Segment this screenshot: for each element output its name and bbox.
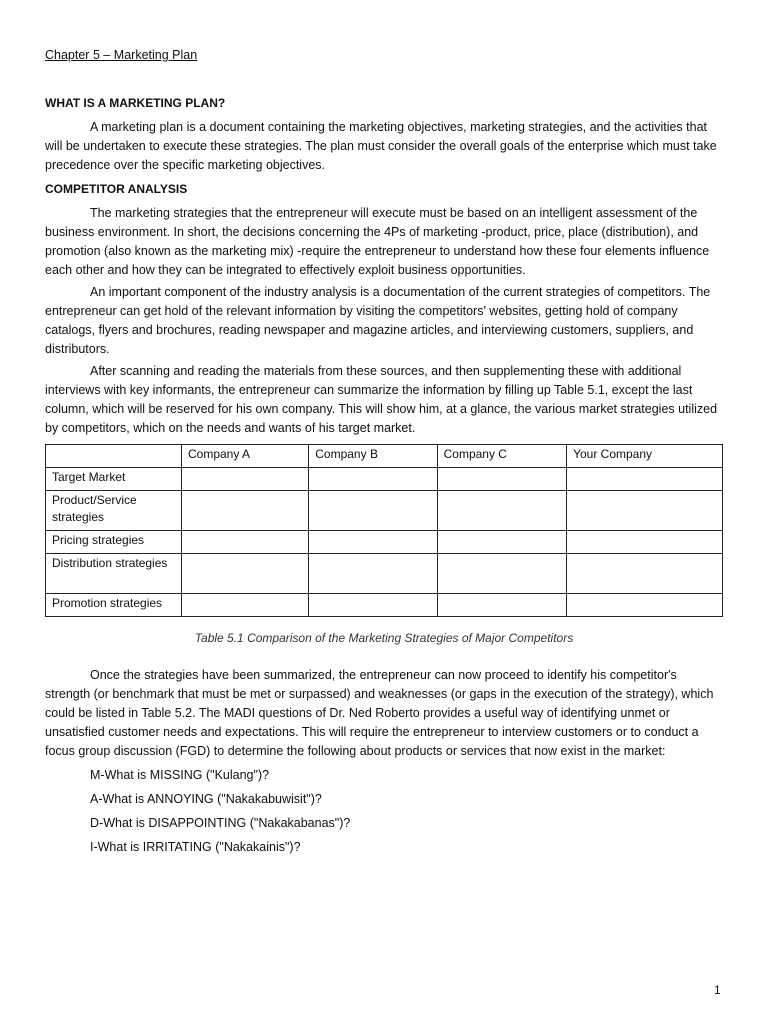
paragraph-text: The marketing strategies that the entrepreneur will execute must be based on an intelligent assessment of the business environment. In short, the decisions concerning the 4Ps of marketing -product, price, place (distribution), and promotion (also known as the marketing mix) -require the entrepreneur to understand how these four elements influence each other and how they can be integrated to effectively exploit business opportunities. xyxy=(45,206,710,277)
paragraph-marketing-plan xyxy=(45,118,723,175)
paragraph-4ps xyxy=(45,204,723,280)
table-caption: Table 5.1 Comparison of the Marketing Strategies of Major Competitors xyxy=(194,631,574,645)
table-cell xyxy=(309,531,437,554)
table-cell xyxy=(309,468,437,491)
row-label: Pricing strategies xyxy=(46,531,182,554)
paragraph-text: A marketing plan is a document containing the marketing objectives, marketing strategies, and the activities that will be undertaken to execute these strategies. The plan must consider the overall goals of the enterprise which must take precedence over the specific marketing objectives. xyxy=(45,120,717,172)
chapter-title: Chapter 5 – Marketing Plan xyxy=(45,48,198,62)
table-cell xyxy=(567,491,723,531)
table-cell xyxy=(567,468,723,491)
table-cell xyxy=(567,554,723,594)
table-row xyxy=(46,491,723,531)
table-cell xyxy=(309,554,437,594)
table-cell xyxy=(567,531,723,554)
table-row xyxy=(46,531,723,554)
table-cell xyxy=(182,531,309,554)
table-row xyxy=(46,554,723,594)
table-cell xyxy=(309,594,437,617)
row-label: Product/Service strategies xyxy=(46,491,182,531)
row-label: Target Market xyxy=(46,468,182,491)
table-header-cell: Company B xyxy=(309,445,437,468)
section-heading-marketing-plan: WHAT IS A MARKETING PLAN? xyxy=(45,96,226,110)
table-cell xyxy=(437,554,566,594)
table-cell xyxy=(437,491,566,531)
paragraph-industry-analysis xyxy=(45,283,723,359)
list-item: I-What is IRRITATING ("Nakakainis")? xyxy=(90,840,301,854)
madi-list xyxy=(90,766,350,862)
table-cell xyxy=(567,594,723,617)
list-item: A-What is ANNOYING ("Nakakabuwisit")? xyxy=(90,792,322,806)
list-item: M-What is MISSING ("Kulang")? xyxy=(90,768,270,782)
page-number: 1 xyxy=(714,983,721,997)
table-row xyxy=(46,594,723,617)
competitor-strategy-table xyxy=(45,444,723,617)
table-header-row xyxy=(46,445,723,468)
list-item: D-What is DISAPPOINTING ("Nakakabanas")? xyxy=(90,816,351,830)
table-header-cell: Company A xyxy=(182,445,309,468)
table-cell xyxy=(309,491,437,531)
table-cell xyxy=(182,554,309,594)
paragraph-text: After scanning and reading the materials from these sources, and then supplementing these with additional interviews with key informants, the entrepreneur can summarize the information by filling up Table 5.1, except the last column, which will be reserved for his own company. This will show him, at a glance, the various market strategies utilized by competitors, which on the needs and wants of his target market. xyxy=(45,364,718,435)
section-heading-competitor-analysis: COMPETITOR ANALYSIS xyxy=(45,182,188,196)
table-cell xyxy=(437,594,566,617)
table-cell xyxy=(182,491,309,531)
table-header-cell: Your Company xyxy=(567,445,723,468)
table-cell xyxy=(182,594,309,617)
row-label: Distribution strategies xyxy=(46,554,182,594)
table-cell xyxy=(182,468,309,491)
paragraph-text: An important component of the industry analysis is a documentation of the current strategies of competitors. The entrepreneur can get hold of the relevant information by visiting the competitors' websites, getting hold of company catalogs, flyers and brochures, reading newspaper and magazine articles, and interviewing customers, suppliers, and distributors. xyxy=(45,285,711,356)
table-cell xyxy=(437,531,566,554)
table-row xyxy=(46,468,723,491)
paragraph-summarize xyxy=(45,362,723,438)
paragraph-madi-intro xyxy=(45,666,723,761)
table-cell xyxy=(437,468,566,491)
table-header-cell: Company C xyxy=(437,445,566,468)
table-header-cell xyxy=(46,445,182,468)
row-label: Promotion strategies xyxy=(46,594,182,617)
paragraph-text: Once the strategies have been summarized, the entrepreneur can now proceed to identify his competitor's strength (or benchmark that must be met or surpassed) and weaknesses (or gaps in the execution of the strategy), which could be listed in Table 5.2. The MADI questions of Dr. Ned Roberto provides a useful way of identifying unmet or unsatisfied customer needs and expectations. This will require the entrepreneur to interview customers or to conduct a focus group discussion (FGD) to determine the following about products or services that now exist in the market: xyxy=(45,668,714,758)
